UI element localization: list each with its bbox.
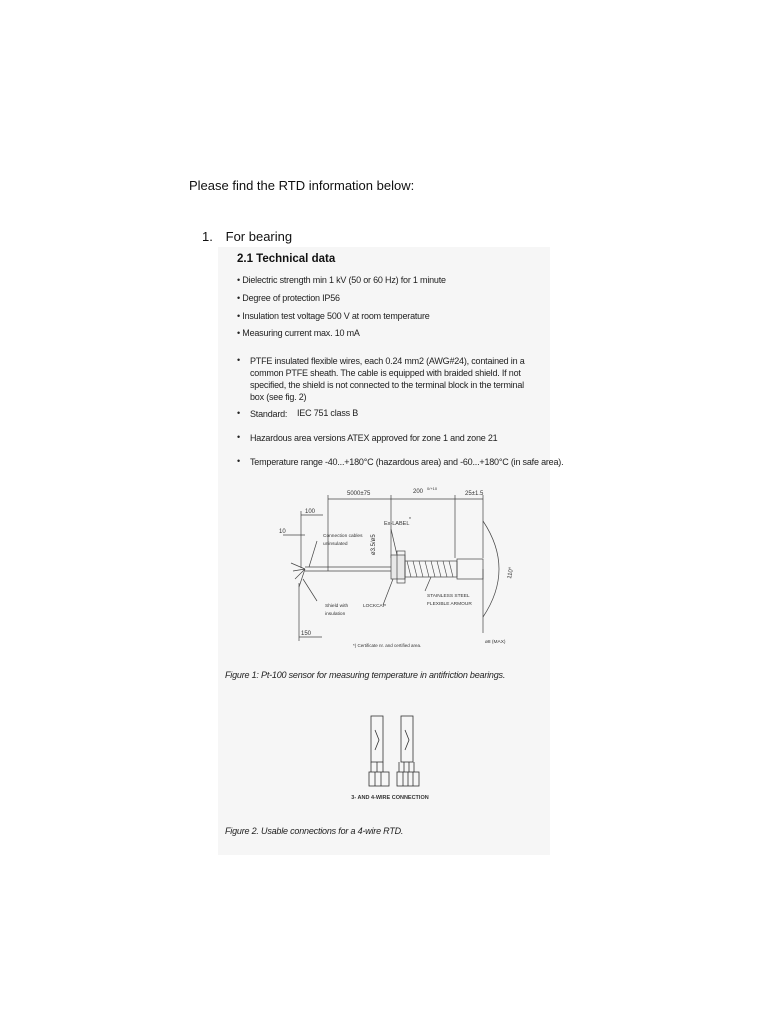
- connection-drawing: [345, 706, 435, 802]
- figure1-caption: Figure 1: Pt-100 sensor for measuring temperature in antifriction bearings.: [225, 670, 506, 680]
- leader-line: [391, 529, 397, 555]
- dim-25-label: 25±1.5: [465, 491, 484, 497]
- uninsulated-label: uninsulated: [323, 542, 348, 547]
- certificate-note: *) Certificate nr. and certified area.: [353, 643, 422, 648]
- bullet-dot: •: [237, 456, 240, 466]
- bullet-dot: •: [237, 355, 240, 365]
- diameter-label: ø3.5/ø5: [371, 534, 377, 555]
- leader-line: [425, 577, 431, 591]
- wire-ends: [291, 563, 305, 587]
- lockcap-body: [391, 555, 405, 579]
- list-item-bearing: [202, 229, 292, 244]
- flexible-armour: [405, 561, 457, 577]
- resistor-symbol: [405, 730, 409, 750]
- ex-label: Ex-LABEL: [384, 521, 410, 527]
- intro-text: Please find the RTD information below:: [189, 178, 415, 193]
- resistor-symbol: [375, 730, 379, 750]
- dim-5000-label: 5000±75: [347, 491, 371, 497]
- bullet-dot: •: [237, 293, 240, 303]
- list-label: For bearing: [225, 229, 293, 244]
- armour-hatching: [407, 561, 453, 577]
- bullet-dot: •: [237, 328, 240, 338]
- section-title: 2.1 Technical data: [237, 253, 336, 265]
- angle-label: 110°: [507, 566, 516, 580]
- bullet-text: Insulation test voltage 500 V at room temperature: [242, 311, 430, 321]
- connection-cables-label: Connection cables: [323, 534, 363, 539]
- bullet-text: Temperature range -40...+180°C (hazardous area) and -60...+180°C (in safe area).: [250, 457, 564, 467]
- insulation-label: insulation: [325, 612, 346, 617]
- bullet-text: Measuring current max. 10 mA: [242, 328, 360, 338]
- connection-label: 3- AND 4-WIRE CONNECTION: [351, 795, 429, 801]
- leader-line: [309, 541, 317, 567]
- leader-line: [303, 579, 317, 601]
- leader-line: [383, 579, 393, 605]
- flexible-label: FLEXIBLE ARMOUR: [427, 602, 472, 607]
- shield-label: Shield with: [325, 604, 349, 609]
- rtd-element-3wire: [371, 716, 383, 762]
- bullet-dot: •: [237, 275, 240, 285]
- dim-10-label: 10: [279, 529, 286, 535]
- dim-200-tolerance: 0/+10: [427, 486, 438, 491]
- bullet-dielectric: [237, 275, 446, 285]
- probe-tip: [457, 559, 483, 579]
- bullet-text: Dielectric strength min 1 kV (50 or 60 Hz) for 1 minute: [242, 275, 446, 285]
- bullet-text: PTFE insulated flexible wires, each 0.24 mm2 (AWG#24), contained in a common PTFE sheath. The cable is equipped with braided shield. If not specified, the shield is not connected to the terminal block in the terminal box (see fig. 2): [250, 356, 525, 402]
- sensor-drawing: [265, 483, 525, 653]
- bullet-current: [237, 328, 360, 338]
- rtd-element-4wire: [401, 716, 413, 762]
- bullet-dot: •: [237, 432, 240, 442]
- standard-value: IEC 751 class B: [297, 408, 359, 418]
- dim-200-label: 200: [413, 489, 424, 495]
- list-number: 1.: [202, 229, 213, 244]
- bullet-text: Degree of protection IP56: [242, 293, 340, 303]
- figure2-caption: Figure 2. Usable connections for a 4-wire RTD.: [225, 826, 404, 836]
- bullet-text: Standard:: [250, 409, 288, 419]
- bullet-text: Hazardous area versions ATEX approved for zone 1 and zone 21: [250, 433, 498, 443]
- terminal-block-3wire: [369, 772, 389, 786]
- bullet-dot: •: [237, 311, 240, 321]
- ex-label-mark: *: [409, 517, 411, 523]
- bullet-protection: [237, 293, 340, 303]
- lockcap-label: LOCKCAP: [363, 604, 386, 609]
- dim-100-label: 100: [305, 509, 316, 515]
- dim-150-label: 150: [301, 631, 312, 637]
- stainless-label: STAINLESS STEEL: [427, 594, 470, 599]
- angle-arc: [483, 521, 499, 617]
- max-diameter-label: ø8 (MAX): [485, 640, 506, 645]
- bullet-dot: •: [237, 408, 240, 418]
- bullet-insulation: [237, 311, 430, 321]
